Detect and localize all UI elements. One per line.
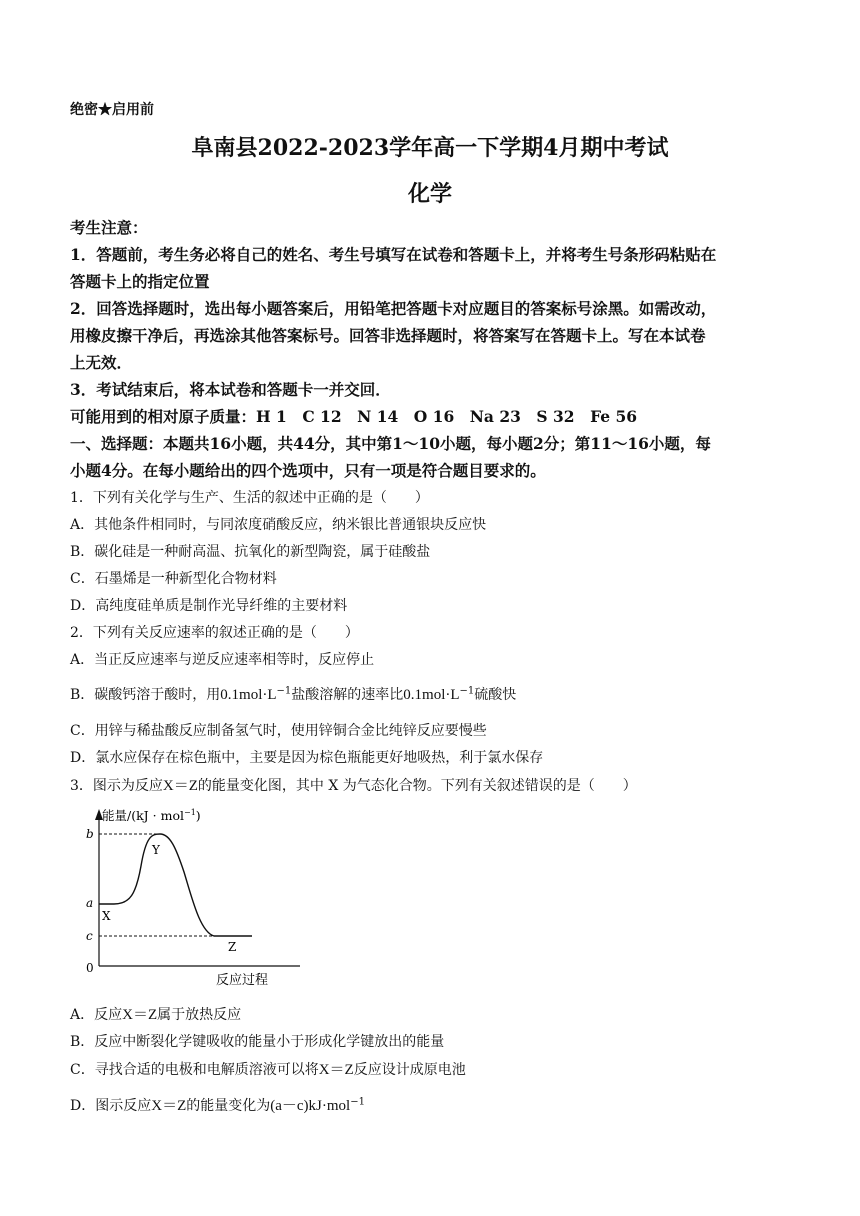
concentration: 0.1mol·L bbox=[403, 687, 460, 703]
q3-option-text: 的能量变化为 bbox=[186, 1098, 271, 1114]
superscript: −1 bbox=[459, 685, 475, 697]
exam-title: 阜南县2022-2023学年高一下学期4月期中考试 bbox=[191, 135, 669, 161]
superscript: −1 bbox=[276, 685, 292, 697]
q3-stem bbox=[70, 774, 637, 795]
secret-label: 绝密★启用前 bbox=[70, 102, 154, 118]
notice-item: 用橡皮擦干净后，再选涂其他答案标号。回答非选择题时，将答案写在答题卡上。写在本试卷 bbox=[70, 326, 706, 345]
point-x-label: X bbox=[102, 909, 111, 923]
q3-option-text: A．反应 bbox=[70, 1007, 123, 1023]
q2-option-c: C．用锌与稀盐酸反应制备氢气时，使用锌铜合金比纯锌反应要慢些 bbox=[70, 723, 487, 739]
point-y-label: Y bbox=[152, 843, 160, 857]
x-axis-label: 反应过程 bbox=[216, 973, 269, 988]
equation: X＝Z bbox=[318, 1062, 354, 1078]
level-b-label: b bbox=[86, 827, 94, 841]
energy-curve bbox=[99, 834, 252, 936]
equation: X＝Z bbox=[162, 778, 198, 794]
energy-value: (a－c)kJ·mol bbox=[270, 1098, 351, 1114]
section-heading-cont: 小题4分。在每小题给出的四个选项中，只有一项是符合题目要求的。 bbox=[70, 461, 546, 480]
notice-item: 3．考试结束后，将本试卷和答题卡一并交回． bbox=[70, 380, 391, 399]
superscript: −1 bbox=[350, 1096, 365, 1108]
notice-item: 1．答题前，考生务必将自己的姓名、考生号填写在试卷和答题卡上，并将考生号条形码粘贴在 bbox=[70, 245, 717, 264]
notice-item: 答题卡上的指定位置 bbox=[70, 272, 210, 291]
q3-option-text: 属于放热反应 bbox=[157, 1007, 242, 1023]
notice-heading: 考生注意： bbox=[70, 218, 148, 237]
q1-stem: 1．下列有关化学与生产、生活的叙述中正确的是（ ） bbox=[70, 490, 429, 506]
q3-stem-text: 的能量变化图，其中 X 为气态化合物。下列有关叙述错误的是（ ） bbox=[197, 778, 637, 794]
q3-option-a bbox=[70, 1003, 241, 1024]
origin-label: 0 bbox=[86, 961, 94, 975]
equation: X＝Z bbox=[122, 1007, 158, 1023]
level-c-label: c bbox=[86, 929, 93, 943]
subject-title: 化学 bbox=[407, 181, 452, 207]
q1-option-c: C．石墨烯是一种新型化合物材料 bbox=[70, 571, 277, 587]
q1-option-d: D．高纯度硅单质是制作光导纤维的主要材料 bbox=[70, 598, 348, 614]
y-axis-label: 能量/(kJ · mol$^{-1}$) bbox=[102, 808, 201, 823]
q3-option-text: C．寻找合适的电极和电解质溶液可以将 bbox=[70, 1062, 319, 1078]
section-heading: 一、选择题：本题共16小题，共44分，其中第1～10小题，每小题2分；第11～16小题，每 bbox=[70, 434, 711, 453]
q2-option-b-text: 盐酸溶解的速率比 bbox=[291, 687, 404, 703]
q3-stem-text: 3．图示为反应 bbox=[70, 778, 163, 794]
q3-option-text: D．图示反应 bbox=[70, 1098, 152, 1114]
q2-option-d: D．氯水应保存在棕色瓶中，主要是因为棕色瓶能更好地吸热，利于氯水保存 bbox=[70, 750, 544, 766]
q2-option-b-text: 硫酸快 bbox=[474, 687, 517, 703]
notice-item: 上无效． bbox=[70, 353, 133, 372]
q3-option-b: B．反应中断裂化学键吸收的能量小于形成化学键放出的能量 bbox=[70, 1034, 445, 1050]
equation: X＝Z bbox=[151, 1098, 187, 1114]
q2-stem: 2．下列有关反应速率的叙述正确的是（ ） bbox=[70, 625, 359, 641]
q2-option-b bbox=[70, 684, 516, 704]
notice-item: 2．回答选择题时，选出每小题答案后，用铅笔把答题卡对应题目的答案标号涂黑。如需改动， bbox=[70, 299, 717, 318]
q3-option-text: 反应设计成原电池 bbox=[353, 1062, 466, 1078]
q2-option-a: A．当正反应速率与逆反应速率相等时，反应停止 bbox=[70, 652, 375, 668]
concentration: 0.1mol·L bbox=[220, 687, 277, 703]
q3-option-d bbox=[70, 1094, 365, 1115]
energy-diagram bbox=[78, 806, 308, 990]
q2-option-b-text: B．碳酸钙溶于酸时，用 bbox=[70, 687, 221, 703]
q3-option-c bbox=[70, 1058, 466, 1079]
point-z-label: Z bbox=[228, 940, 237, 954]
level-a-label: a bbox=[86, 896, 94, 910]
q1-option-b: B．碳化硅是一种耐高温、抗氧化的新型陶瓷，属于硅酸盐 bbox=[70, 544, 431, 560]
q1-option-a: A．其他条件相同时，与同浓度硝酸反应，纳米银比普通银块反应快 bbox=[70, 517, 487, 533]
atomic-masses: 可能用到的相对原子质量：H 1 C 12 N 14 O 16 Na 23 S 32 Fe 56 bbox=[70, 407, 638, 426]
